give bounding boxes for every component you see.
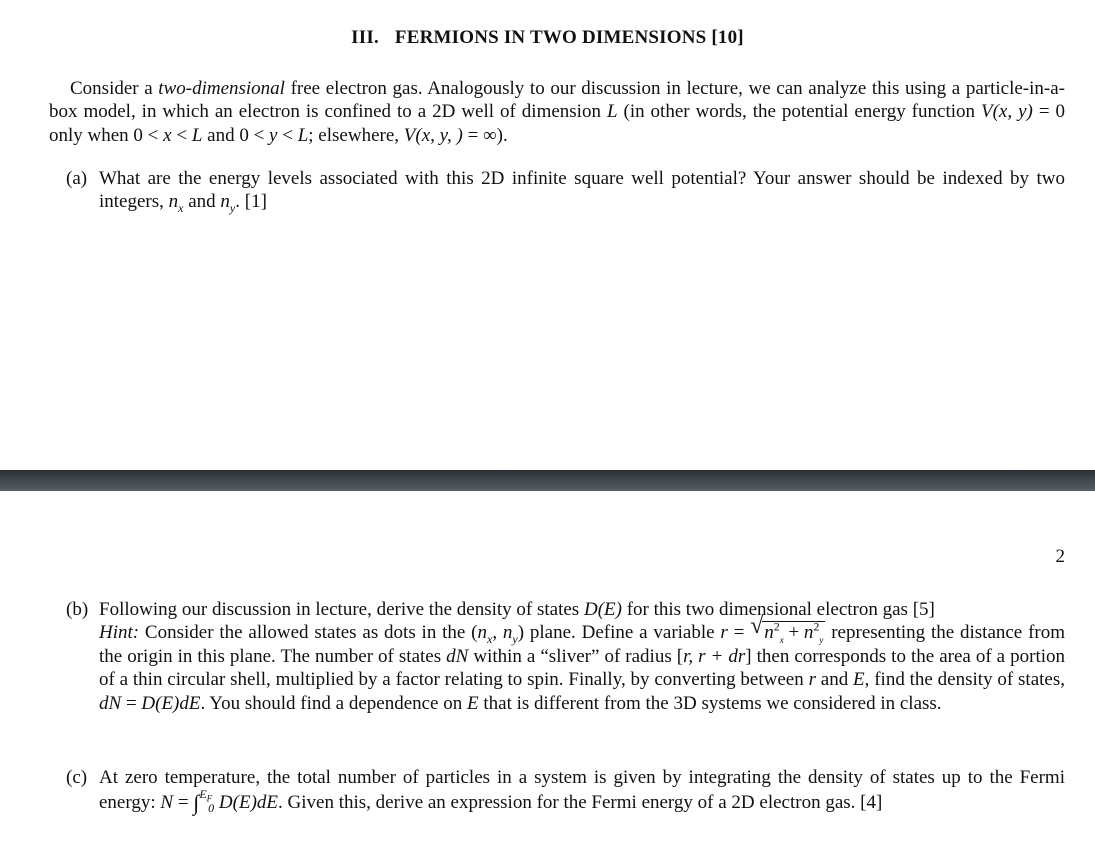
part-b-text: Following our discussion in lecture, derive the density of states D(E) for this two dimensional electron gas [5] Hint: Consider the allowed states as dots in the ($n_x$, $n_y$) plane. Define a variable r = √ $n^2_x + n^2_y$ representing the distance from the origin in this plane. The number of states dN within a “sliver” of radius [r, r + dr] then corresponds to the area of a portion of a thin circular shell, multiplied by a factor relating to spin. Finally, by converting between r and E, find the density of states, dN = D(E)dE. You should find a dependence on E that is different from the 3D systems we considered in class. [99,599,1066,714]
math-var: y [269,124,278,146]
part-a-text [99,167,1065,214]
math-var: dN [99,692,122,714]
intro-text: free electron gas. Analogously to our discussion in lecture, we can analyze this using a particle-in-a-box model, in which an electron is confined to a 2D well of dimension [49,78,1066,123]
intro-text: and 0 < [202,124,270,146]
math-args: D(E)dE [218,792,279,814]
integral-lower-limit: 0 [208,801,215,816]
math-var: L [606,101,618,123]
math-var: N [160,792,174,814]
hint-label: Hint: [99,622,140,644]
math-var: x [163,124,172,146]
intro-text: < [171,124,192,146]
math-var: L [297,124,309,146]
part-text: , find the density of states, [864,669,1065,691]
page-number: 2 [1055,546,1065,567]
math-args: (x, y, ) [415,124,463,146]
part-text: = [121,692,142,714]
intro-paragraph [49,77,1065,147]
intro-emphasis: two-dimensional [158,78,285,99]
intro-text: (in other words, the potential energy function [617,101,981,123]
part-text: ] then corresponds to the area of a portion of a thin circular shell, multiplied by a factor relating to spin. Finally, by converting between [99,645,1066,691]
intro-text: = 0 only when 0 < [49,101,1065,146]
math-var: dN [446,645,469,667]
part-label: (c) [66,767,88,788]
part-text: and [815,669,854,691]
part-text: Consider the allowed states as dots in the ( [139,622,478,644]
math-var: D [583,599,598,620]
math-sub: y [229,201,236,216]
part-c-text [99,766,1065,817]
math-var: L [191,124,203,146]
part-label: (a) [66,168,88,189]
part-text: . Given this, derive an expression for the Fermi energy of a 2D electron gas. [4] [278,792,883,814]
section-heading: FERMIONS IN TWO DIMENSIONS [10] [394,27,744,48]
part-text: Following our discussion in lecture, derive the density of states [99,599,584,620]
part-text: . [1] [235,191,267,213]
part-text: At zero temperature, the total number of particles in a system is given by integrating the density of states up to the Fermi energy: [99,767,1065,814]
section-title [0,27,1095,49]
part-text: What are the energy levels associated with this 2D infinite square well potential? Your answer should be indexed by two integers, [99,168,1065,213]
intro-text: < [277,124,298,146]
math-sub: x [178,201,184,216]
section-number: III. [351,27,379,48]
part-text: = [727,622,751,644]
integral-sign: ∫ [193,790,200,816]
math-args: D(E)dE [141,692,201,714]
part-text: = [173,792,194,814]
math-var: r [808,669,816,691]
part-text: within a “sliver” of radius [ [468,645,684,667]
sqrt-expression: √ $n^2_x + n^2_y$ [750,613,824,646]
math-var: E [467,692,479,714]
math-var: E [853,669,865,691]
part-text: ) plane. Define a variable [517,622,721,644]
math-args: r, r + dr [683,645,746,667]
part-text: and [183,191,221,213]
math-args: (E) [597,599,622,620]
math-var: n [220,191,230,213]
part-text: that is different from the 3D systems we considered in class. [478,692,942,714]
math-args: (x, y) [992,101,1033,123]
page-divider [0,470,1095,491]
integral-upper-limit: EF [199,787,213,804]
intro-text: ; elsewhere, [308,124,404,146]
intro-text: = ∞). [462,124,508,146]
math-var: V [980,101,993,123]
intro-text: Consider a [70,78,159,99]
math-var: V [403,124,416,146]
math-var: r [720,622,728,644]
part-text: . You should find a dependence on [200,692,467,714]
part-text: for this two dimensional electron gas [5] [621,599,935,620]
part-label: (b) [66,599,89,620]
part-text: representing the distance from the origin in this plane. The number of states [99,622,1065,667]
math-var: n [168,191,179,213]
math-var: n [477,622,488,644]
